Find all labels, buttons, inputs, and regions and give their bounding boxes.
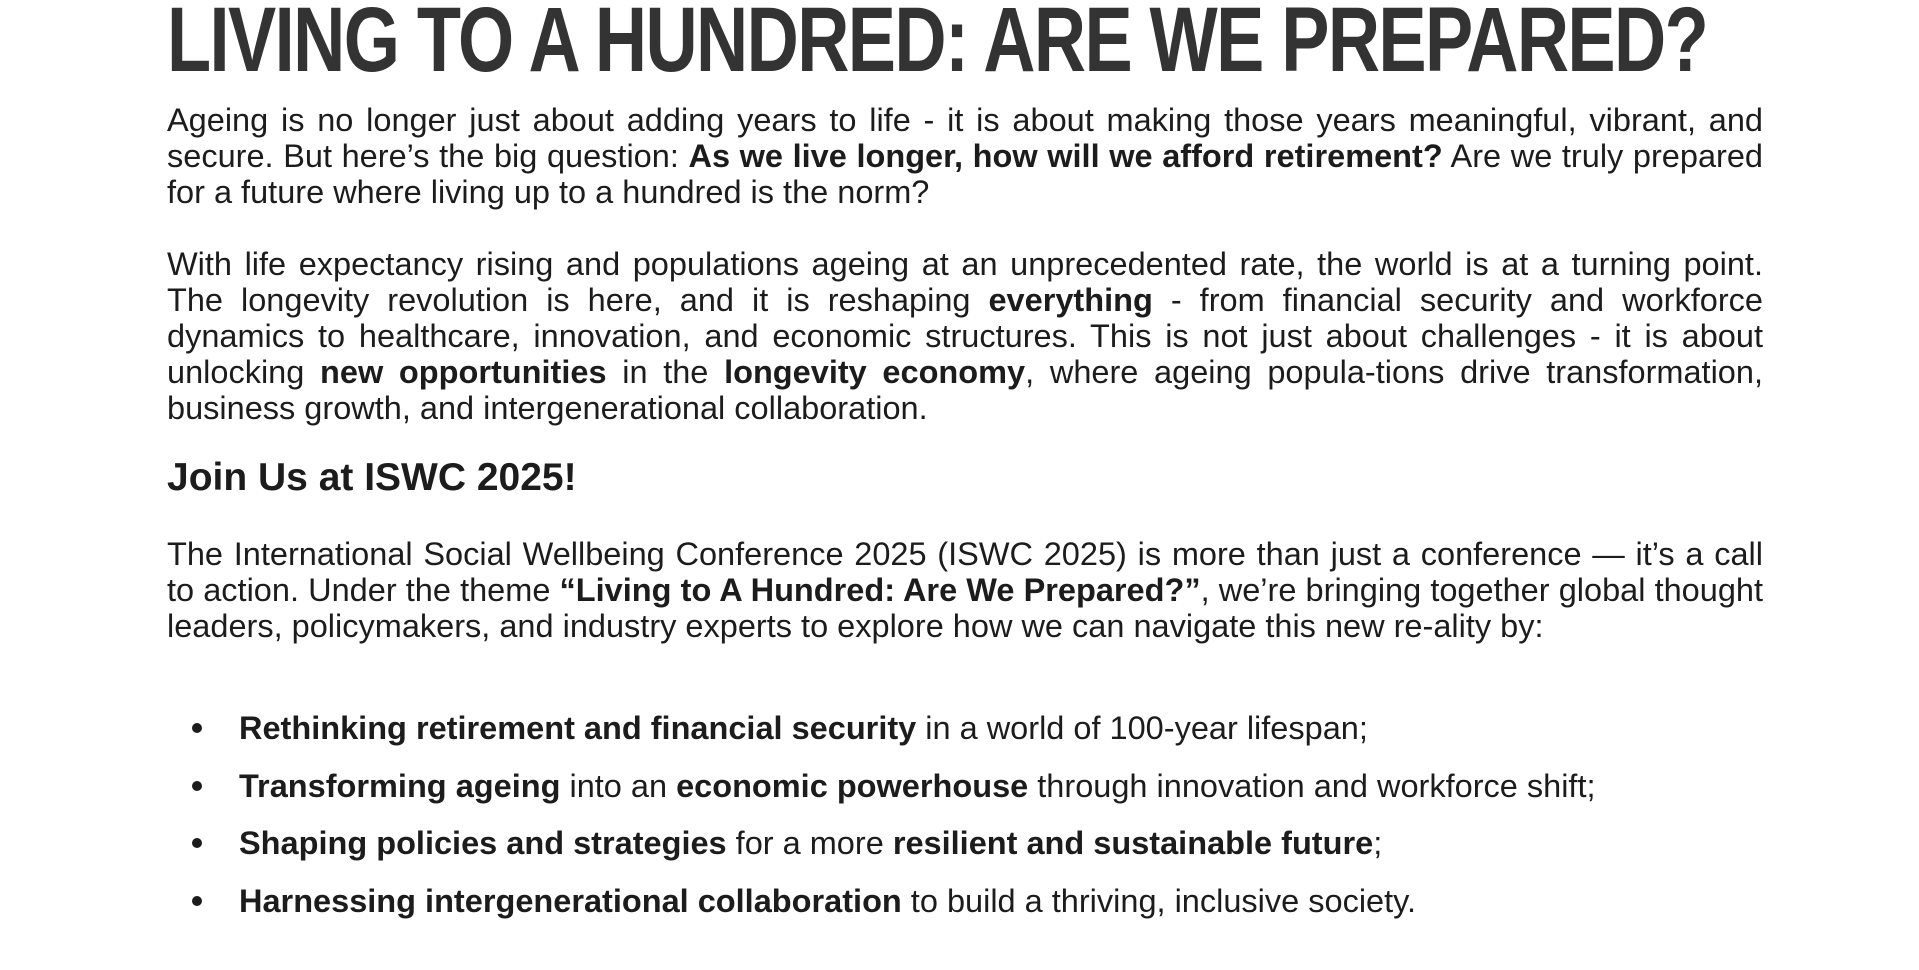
list-item	[167, 825, 1767, 883]
list-item-text-2: through innovation and workforce shift;	[1028, 767, 1596, 804]
bullet-icon	[192, 896, 202, 906]
bullet-icon	[192, 838, 202, 848]
intro-text-2: Are we truly prepared for a future where living up to a hundred is the norm?	[167, 138, 1764, 210]
list-item-text-1: into an	[560, 767, 677, 804]
list-item-bold-2: resilient and sustainable future	[892, 825, 1374, 861]
list-item-text-1: to build a thriving, inclusive society.	[901, 882, 1417, 919]
bullet-icon	[192, 723, 202, 733]
conference-paragraph	[167, 536, 1763, 644]
page-title: LIVING TO A HUNDRED: ARE WE PREPARED?	[167, 0, 1708, 91]
context-bold-everything: everything	[988, 282, 1153, 318]
list-item-text-2: ;	[1373, 825, 1383, 861]
context-paragraph	[167, 246, 1763, 426]
intro-text-1: Ageing is no longer just about adding years to life - it is about making those years meaningful, vibrant, and secure. But here’s the big question:	[167, 102, 1763, 174]
context-bold-opportunities: new opportunities	[320, 354, 607, 390]
list-item	[167, 883, 1767, 941]
context-text-2: - from financial security and workforce dynamics to healthcare, innovation, and economic structures. This is not just about challenges - it is about unlocking	[167, 282, 1763, 390]
intro-bold-question: As we live longer, how will we afford retirement?	[688, 138, 1443, 174]
context-text-4: , where ageing popula-tions drive transformation, business growth, and intergenerational collaboration.	[167, 354, 1763, 426]
list-item	[167, 768, 1767, 826]
list-item-text-1: in a world of 100-year lifespan;	[916, 710, 1368, 746]
bullet-icon	[192, 781, 202, 791]
list-item-bold-1: Shaping policies and strategies	[239, 825, 727, 861]
context-text-1: With life expectancy rising and populations ageing at an unprecedented rate, the world is at a turning point. The longevity revolution is here, and it is reshaping	[167, 246, 1763, 318]
list-item-text-1: for a more	[726, 825, 893, 861]
list-item-bold-1: Transforming ageing	[239, 767, 561, 804]
conference-text-2: , we’re bringing together global thought leaders, policymakers, and industry experts to explore how we can navigate this new re-ality by:	[167, 572, 1764, 644]
context-bold-longevity-economy: longevity economy	[724, 354, 1026, 390]
conference-bold-theme: “Living to A Hundred: Are We Prepared?”	[559, 572, 1201, 608]
intro-paragraph	[167, 102, 1763, 210]
context-text-3: in the	[606, 354, 725, 390]
list-item-bold-1: Harnessing intergenerational collaboration	[239, 882, 902, 919]
goals-list	[167, 710, 1767, 940]
conference-text-1: The International Social Wellbeing Conference 2025 (ISWC 2025) is more than just a conference — it’s a call to action. Under the theme	[167, 536, 1763, 608]
list-item-bold-2: economic powerhouse	[676, 767, 1029, 804]
list-item	[167, 710, 1767, 768]
list-item-bold-1: Rethinking retirement and financial security	[239, 710, 917, 746]
join-heading: Join Us at ISWC 2025!	[167, 456, 577, 499]
